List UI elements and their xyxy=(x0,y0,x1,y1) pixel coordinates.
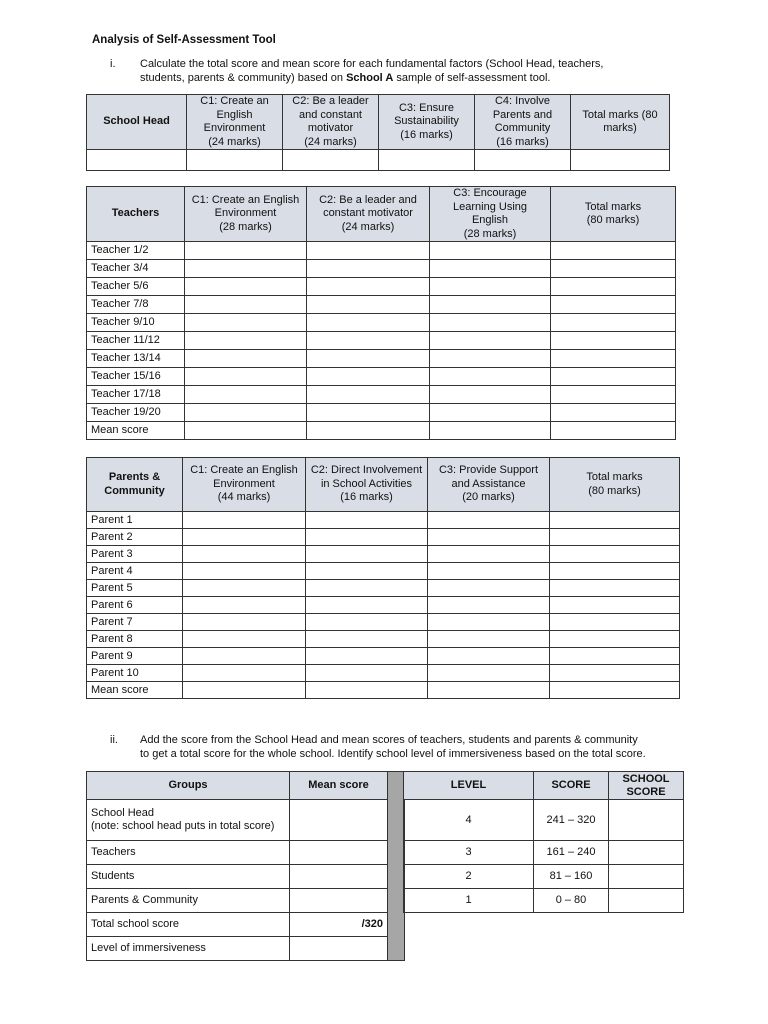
cell[interactable] xyxy=(306,563,428,580)
cell[interactable] xyxy=(306,580,428,597)
row-label: Teacher 5/6 xyxy=(87,278,185,296)
table-row xyxy=(87,278,676,296)
cell[interactable] xyxy=(550,682,680,699)
cell[interactable] xyxy=(306,614,428,631)
score-range-4: 241 – 320 xyxy=(534,800,609,841)
instruction-1-number: i. xyxy=(110,58,116,70)
parents-col-c2: C2: Direct Involvement in School Activities (16 marks) xyxy=(306,458,428,512)
cell[interactable] xyxy=(609,800,684,841)
cell[interactable] xyxy=(307,296,430,314)
school-head-col-total: Total marks (80 marks) xyxy=(571,95,670,150)
parents-col-c3: C3: Provide Support and Assistance (20 marks) xyxy=(428,458,550,512)
score-range-2: 81 – 160 xyxy=(534,865,609,889)
cell[interactable] xyxy=(609,865,684,889)
cell[interactable] xyxy=(428,648,550,665)
cell[interactable] xyxy=(306,648,428,665)
cell[interactable] xyxy=(183,512,306,529)
table-row xyxy=(87,546,680,563)
school-head-row xyxy=(87,150,670,171)
teachers-header: Teachers xyxy=(87,187,185,242)
teachers-table xyxy=(86,186,676,440)
row-label: Teacher 13/14 xyxy=(87,350,185,368)
cell[interactable] xyxy=(307,404,430,422)
teachers-col-c2: C2: Be a leader and constant motivator (24 marks) xyxy=(307,187,430,242)
row-label: Teacher 17/18 xyxy=(87,386,185,404)
cell[interactable] xyxy=(475,150,571,171)
separator-column xyxy=(388,772,405,961)
cell[interactable] xyxy=(428,512,550,529)
cell[interactable] xyxy=(551,422,676,440)
row-label: Mean score xyxy=(87,682,183,699)
row-label: Parent 7 xyxy=(87,614,183,631)
cell[interactable] xyxy=(185,278,307,296)
row-label: Parent 2 xyxy=(87,529,183,546)
cell[interactable] xyxy=(428,563,550,580)
page-title: Analysis of Self-Assessment Tool xyxy=(92,34,276,46)
parents-col-c1: C1: Create an English Environment (44 marks) xyxy=(183,458,306,512)
row-label: Parent 3 xyxy=(87,546,183,563)
cell[interactable] xyxy=(185,314,307,332)
cell[interactable] xyxy=(430,242,551,260)
cell[interactable] xyxy=(428,682,550,699)
row-label: Parent 4 xyxy=(87,563,183,580)
row-label: Mean score xyxy=(87,422,185,440)
cell[interactable] xyxy=(185,350,307,368)
row-label: Parent 8 xyxy=(87,631,183,648)
level-2: 2 xyxy=(404,865,534,889)
table-row xyxy=(87,260,676,278)
row-label: Teacher 3/4 xyxy=(87,260,185,278)
cell[interactable] xyxy=(187,150,283,171)
row-label: Parent 9 xyxy=(87,648,183,665)
cell[interactable] xyxy=(183,529,306,546)
table-row xyxy=(87,404,676,422)
instruction-2 xyxy=(110,733,730,763)
cell[interactable] xyxy=(183,614,306,631)
cell[interactable] xyxy=(430,278,551,296)
table-row xyxy=(87,512,680,529)
table-row xyxy=(87,665,680,682)
cell[interactable] xyxy=(185,242,307,260)
cell[interactable] xyxy=(550,631,680,648)
groups-header: Groups xyxy=(87,772,290,800)
cell[interactable] xyxy=(550,546,680,563)
table-row xyxy=(87,682,680,699)
instruction-1-line2: students, parents & community) based on School A sample of self-assessment tool. xyxy=(140,72,551,84)
cell[interactable] xyxy=(185,260,307,278)
cell[interactable] xyxy=(307,422,430,440)
cell[interactable] xyxy=(430,314,551,332)
school-head-header: School Head xyxy=(87,95,187,150)
cell[interactable] xyxy=(551,350,676,368)
cell[interactable] xyxy=(551,386,676,404)
instruction-1-line1: Calculate the total score and mean score for each fundamental factors (School Head, teachers, xyxy=(140,58,604,70)
row-label: Teacher 15/16 xyxy=(87,368,185,386)
cell[interactable] xyxy=(306,546,428,563)
table-row xyxy=(87,529,680,546)
cell[interactable] xyxy=(551,296,676,314)
cell[interactable] xyxy=(306,512,428,529)
cell[interactable] xyxy=(430,386,551,404)
table-row xyxy=(87,386,676,404)
teachers-col-c3: C3: Encourage Learning Using English (28 marks) xyxy=(430,187,551,242)
instruction-2-line1: Add the score from the School Head and mean scores of teachers, students and parents & community xyxy=(140,734,638,746)
cell[interactable] xyxy=(551,278,676,296)
cell[interactable] xyxy=(185,422,307,440)
school-head-group-cell: School Head (note: school head puts in total score) xyxy=(87,800,290,841)
levels-table xyxy=(403,771,684,913)
school-head-col-c1: C1: Create an English Environment (24 marks) xyxy=(187,95,283,150)
cell[interactable] xyxy=(307,332,430,350)
school-head-col-c3: C3: Ensure Sustainability (16 marks) xyxy=(379,95,475,150)
table-row xyxy=(87,631,680,648)
cell[interactable] xyxy=(551,314,676,332)
cell[interactable] xyxy=(428,665,550,682)
cell[interactable] xyxy=(306,682,428,699)
group-students: Students xyxy=(87,865,290,889)
cell[interactable] xyxy=(550,529,680,546)
school-head-table xyxy=(86,94,670,171)
cell[interactable] xyxy=(430,296,551,314)
cell[interactable] xyxy=(428,631,550,648)
cell[interactable] xyxy=(551,332,676,350)
cell[interactable] xyxy=(185,296,307,314)
cell[interactable] xyxy=(430,332,551,350)
cell[interactable] xyxy=(430,368,551,386)
table-row xyxy=(87,332,676,350)
group-parents-community: Parents & Community xyxy=(87,889,290,913)
cell[interactable] xyxy=(550,665,680,682)
cell[interactable] xyxy=(551,260,676,278)
table-row xyxy=(87,296,676,314)
cell[interactable] xyxy=(430,350,551,368)
cell[interactable] xyxy=(307,386,430,404)
cell[interactable] xyxy=(185,332,307,350)
cell[interactable] xyxy=(306,597,428,614)
cell[interactable] xyxy=(550,512,680,529)
level-1: 1 xyxy=(404,889,534,913)
cell[interactable] xyxy=(307,368,430,386)
cell[interactable] xyxy=(185,404,307,422)
cell[interactable] xyxy=(307,314,430,332)
cell[interactable] xyxy=(307,350,430,368)
cell[interactable] xyxy=(306,529,428,546)
row-label: Teacher 19/20 xyxy=(87,404,185,422)
cell[interactable] xyxy=(183,597,306,614)
level-4: 4 xyxy=(404,800,534,841)
row-label: Parent 5 xyxy=(87,580,183,597)
table-row xyxy=(87,242,676,260)
row-label: Parent 6 xyxy=(87,597,183,614)
cell[interactable] xyxy=(183,648,306,665)
cell[interactable] xyxy=(306,631,428,648)
cell[interactable] xyxy=(428,546,550,563)
cell[interactable] xyxy=(183,563,306,580)
cell[interactable] xyxy=(550,648,680,665)
row-label: Teacher 1/2 xyxy=(87,242,185,260)
table-row xyxy=(87,580,680,597)
instruction-1 xyxy=(110,57,710,87)
total-school-score-value: /320 xyxy=(290,913,388,937)
table-row xyxy=(87,563,680,580)
table-row xyxy=(87,648,680,665)
school-a-label: School A xyxy=(346,72,394,84)
group-teachers: Teachers xyxy=(87,841,290,865)
summary-groups-table xyxy=(86,771,405,961)
mean-score-header: Mean score xyxy=(290,772,388,800)
table-row xyxy=(87,314,676,332)
total-school-score-label: Total school score xyxy=(87,913,290,937)
cell[interactable] xyxy=(609,841,684,865)
score-range-1: 0 – 80 xyxy=(534,889,609,913)
cell[interactable] xyxy=(290,889,388,913)
table-row xyxy=(87,350,676,368)
cell[interactable] xyxy=(550,580,680,597)
school-head-col-c4: C4: Involve Parents and Community (16 marks) xyxy=(475,95,571,150)
cell[interactable] xyxy=(183,546,306,563)
row-label: Teacher 7/8 xyxy=(87,296,185,314)
level-of-immersiveness-label: Level of immersiveness xyxy=(87,937,290,961)
table-row xyxy=(87,614,680,631)
parents-table xyxy=(86,457,680,699)
cell[interactable] xyxy=(185,386,307,404)
cell[interactable] xyxy=(87,150,187,171)
cell[interactable] xyxy=(307,278,430,296)
table-row xyxy=(87,368,676,386)
cell[interactable] xyxy=(307,260,430,278)
school-score-header: SCHOOL SCORE xyxy=(609,772,684,800)
instruction-2-number: ii. xyxy=(110,734,118,746)
cell[interactable] xyxy=(183,682,306,699)
cell[interactable] xyxy=(290,841,388,865)
cell[interactable] xyxy=(290,937,388,961)
row-label: Parent 1 xyxy=(87,512,183,529)
cell[interactable] xyxy=(571,150,670,171)
cell[interactable] xyxy=(428,614,550,631)
cell[interactable] xyxy=(428,529,550,546)
cell[interactable] xyxy=(550,614,680,631)
cell[interactable] xyxy=(183,631,306,648)
score-range-3: 161 – 240 xyxy=(534,841,609,865)
table-row xyxy=(87,422,676,440)
cell[interactable] xyxy=(307,242,430,260)
cell[interactable] xyxy=(283,150,379,171)
teachers-col-c1: C1: Create an English Environment (28 marks) xyxy=(185,187,307,242)
parents-header: Parents & Community xyxy=(87,458,183,512)
cell[interactable] xyxy=(428,580,550,597)
cell[interactable] xyxy=(550,563,680,580)
level-header: LEVEL xyxy=(404,772,534,800)
cell[interactable] xyxy=(185,368,307,386)
cell[interactable] xyxy=(551,368,676,386)
row-label: Teacher 11/12 xyxy=(87,332,185,350)
level-3: 3 xyxy=(404,841,534,865)
cell[interactable] xyxy=(551,242,676,260)
cell[interactable] xyxy=(430,260,551,278)
score-header: SCORE xyxy=(534,772,609,800)
teachers-col-total: Total marks (80 marks) xyxy=(551,187,676,242)
cell[interactable] xyxy=(183,665,306,682)
parents-col-total: Total marks (80 marks) xyxy=(550,458,680,512)
cell[interactable] xyxy=(428,597,550,614)
row-label: Teacher 9/10 xyxy=(87,314,185,332)
cell[interactable] xyxy=(550,597,680,614)
cell[interactable] xyxy=(430,422,551,440)
table-row xyxy=(87,597,680,614)
cell[interactable] xyxy=(290,865,388,889)
cell[interactable] xyxy=(306,665,428,682)
cell[interactable] xyxy=(609,889,684,913)
row-label: Parent 10 xyxy=(87,665,183,682)
cell[interactable] xyxy=(379,150,475,171)
cell[interactable] xyxy=(430,404,551,422)
instruction-2-line2: to get a total score for the whole school. Identify school level of immersiveness based on the total score. xyxy=(140,748,646,760)
cell[interactable] xyxy=(290,800,388,841)
cell[interactable] xyxy=(183,580,306,597)
school-head-col-c2: C2: Be a leader and constant motivator (24 marks) xyxy=(283,95,379,150)
cell[interactable] xyxy=(551,404,676,422)
